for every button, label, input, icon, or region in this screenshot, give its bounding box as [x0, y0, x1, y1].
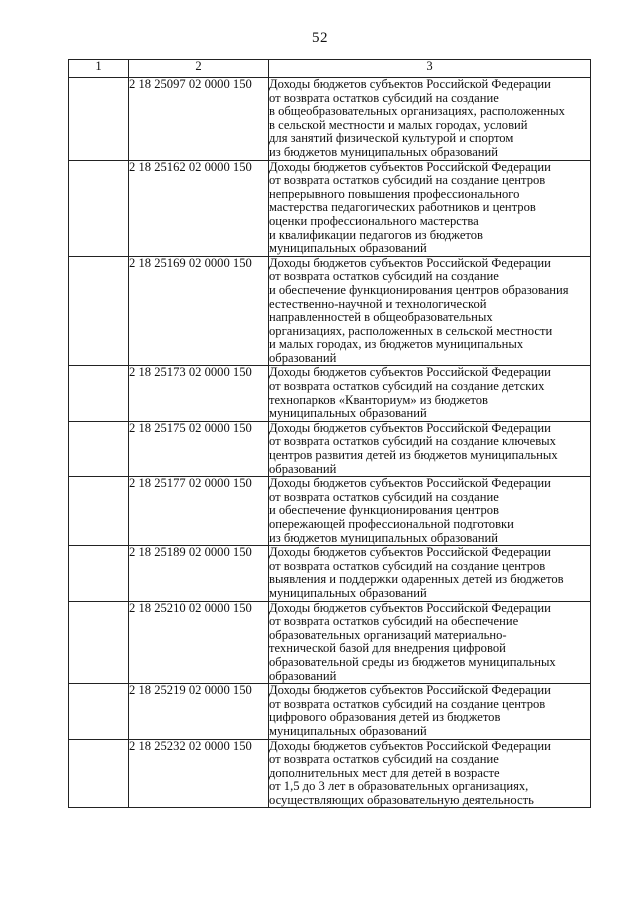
description-line: от возврата остатков субсидий на создание детских — [269, 379, 545, 394]
description-line: муниципальных образований — [269, 723, 427, 738]
budget-code-cell: 2 18 25232 02 0000 150 — [129, 739, 269, 808]
budget-code-cell: 2 18 25173 02 0000 150 — [129, 366, 269, 421]
description-line: Доходы бюджетов субъектов Российской Федерации — [269, 420, 551, 435]
description-line: технопарков «Кванториум» из бюджетов — [269, 392, 488, 407]
description-line: выявления и поддержки одаренных детей из бюджетов — [269, 572, 564, 587]
description-line: дополнительных мест для детей в возрасте — [269, 765, 500, 780]
row-number-cell — [69, 256, 129, 366]
table-row — [69, 739, 591, 808]
description-line: образований — [269, 350, 337, 365]
description-line: Доходы бюджетов субъектов Российской Федерации — [269, 600, 551, 615]
description-line: образовательных организаций материально- — [269, 627, 507, 642]
budget-revenue-table — [68, 59, 591, 808]
description-line: от возврата остатков субсидий на создание ключевых — [269, 434, 556, 449]
budget-code-cell: 2 18 25210 02 0000 150 — [129, 601, 269, 684]
table-row — [69, 601, 591, 684]
description-line: центров развития детей из бюджетов муниципальных — [269, 448, 558, 463]
description-line: от 1,5 до 3 лет в образовательных организациях, — [269, 779, 529, 794]
description-line: осуществляющих образовательную деятельность — [269, 792, 534, 807]
description-line: опережающей профессиональной подготовки — [269, 517, 514, 531]
table-row — [69, 160, 591, 256]
revenue-description-cell — [269, 78, 591, 161]
description-line: Доходы бюджетов субъектов Российской Федерации — [269, 476, 551, 491]
description-line: непрерывного повышения профессионального — [269, 186, 520, 201]
description-line: из бюджетов муниципальных образований — [269, 144, 499, 159]
table-row — [69, 256, 591, 366]
description-line: направленностей в общеобразовательных — [269, 310, 493, 325]
description-line: в сельской местности и малых городах, условий — [269, 117, 528, 132]
description-line: Доходы бюджетов субъектов Российской Федерации — [269, 77, 551, 91]
description-line: образовательной среды из бюджетов муниципальных — [269, 654, 556, 669]
description-line: Доходы бюджетов субъектов Российской Федерации — [269, 545, 551, 560]
budget-code-cell: 2 18 25097 02 0000 150 — [129, 78, 269, 161]
description-line: в общеобразовательных организациях, расположенных — [269, 104, 565, 119]
column-header-3: 3 — [269, 60, 591, 78]
description-line: от возврата остатков субсидий на обеспечение — [269, 614, 519, 629]
table-row — [69, 546, 591, 601]
description-line: естественно-научной и технологической — [269, 296, 487, 311]
description-line: от возврата остатков субсидий на создание — [269, 269, 499, 284]
description-line: и квалификации педагогов из бюджетов — [269, 227, 484, 242]
column-header-1: 1 — [69, 60, 129, 78]
row-number-cell — [69, 739, 129, 808]
revenue-description-cell — [269, 546, 591, 601]
row-number-cell — [69, 684, 129, 739]
table-row — [69, 78, 591, 161]
description-line: и малых городах, из бюджетов муниципальных — [269, 337, 524, 352]
row-number-cell — [69, 78, 129, 161]
row-number-cell — [69, 366, 129, 421]
description-line: из бюджетов муниципальных образований — [269, 530, 499, 545]
description-line: от возврата остатков субсидий на создание центров — [269, 696, 546, 711]
table-row — [69, 366, 591, 421]
budget-code-cell: 2 18 25169 02 0000 150 — [129, 256, 269, 366]
description-line: от возврата остатков субсидий на создание — [269, 489, 499, 504]
budget-code-cell: 2 18 25162 02 0000 150 — [129, 160, 269, 256]
description-line: образований — [269, 461, 337, 476]
revenue-description-cell — [269, 366, 591, 421]
description-line: от возврата остатков субсидий на создание — [269, 752, 499, 767]
revenue-description-cell — [269, 739, 591, 808]
row-number-cell — [69, 477, 129, 546]
description-line: и обеспечение функционирования центров образования — [269, 282, 569, 297]
description-line: Доходы бюджетов субъектов Российской Федерации — [269, 365, 551, 380]
column-header-2: 2 — [129, 60, 269, 78]
description-line: от возврата остатков субсидий на создание центров — [269, 558, 546, 573]
description-line: и обеспечение функционирования центров — [269, 503, 499, 518]
revenue-description-cell — [269, 684, 591, 739]
table-row — [69, 477, 591, 546]
description-line: цифрового образования детей из бюджетов — [269, 710, 501, 725]
description-line: муниципальных образований — [269, 585, 427, 600]
budget-code-cell: 2 18 25189 02 0000 150 — [129, 546, 269, 601]
revenue-description-cell — [269, 601, 591, 684]
description-line: Доходы бюджетов субъектов Российской Федерации — [269, 738, 551, 753]
description-line: для занятий физической культурой и спортом — [269, 131, 514, 146]
table-body — [69, 60, 591, 808]
table-header-row — [69, 60, 591, 78]
description-line: муниципальных образований — [269, 406, 427, 421]
description-line: Доходы бюджетов субъектов Российской Федерации — [269, 159, 551, 174]
description-line: образований — [269, 668, 337, 683]
row-number-cell — [69, 421, 129, 476]
row-number-cell — [69, 601, 129, 684]
page-number: 52 — [312, 30, 328, 46]
description-line: муниципальных образований — [269, 241, 427, 256]
description-line: Доходы бюджетов субъектов Российской Федерации — [269, 255, 551, 270]
revenue-description-cell — [269, 256, 591, 366]
description-line: оценки профессионального мастерства — [269, 213, 479, 228]
description-line: мастерства педагогических работников и центров — [269, 200, 536, 215]
budget-code-cell: 2 18 25177 02 0000 150 — [129, 477, 269, 546]
row-number-cell — [69, 546, 129, 601]
revenue-description-cell — [269, 421, 591, 476]
table-row — [69, 684, 591, 739]
description-line: технической базой для внедрения цифровой — [269, 641, 506, 656]
description-line: Доходы бюджетов субъектов Российской Федерации — [269, 683, 551, 698]
row-number-cell — [69, 160, 129, 256]
description-line: от возврата остатков субсидий на создание центров — [269, 173, 546, 188]
revenue-description-cell — [269, 160, 591, 256]
table-row — [69, 421, 591, 476]
budget-code-cell: 2 18 25219 02 0000 150 — [129, 684, 269, 739]
revenue-description-cell — [269, 477, 591, 546]
description-line: организациях, расположенных в сельской местности — [269, 323, 553, 338]
description-line: от возврата остатков субсидий на создание — [269, 90, 499, 105]
budget-code-cell: 2 18 25175 02 0000 150 — [129, 421, 269, 476]
